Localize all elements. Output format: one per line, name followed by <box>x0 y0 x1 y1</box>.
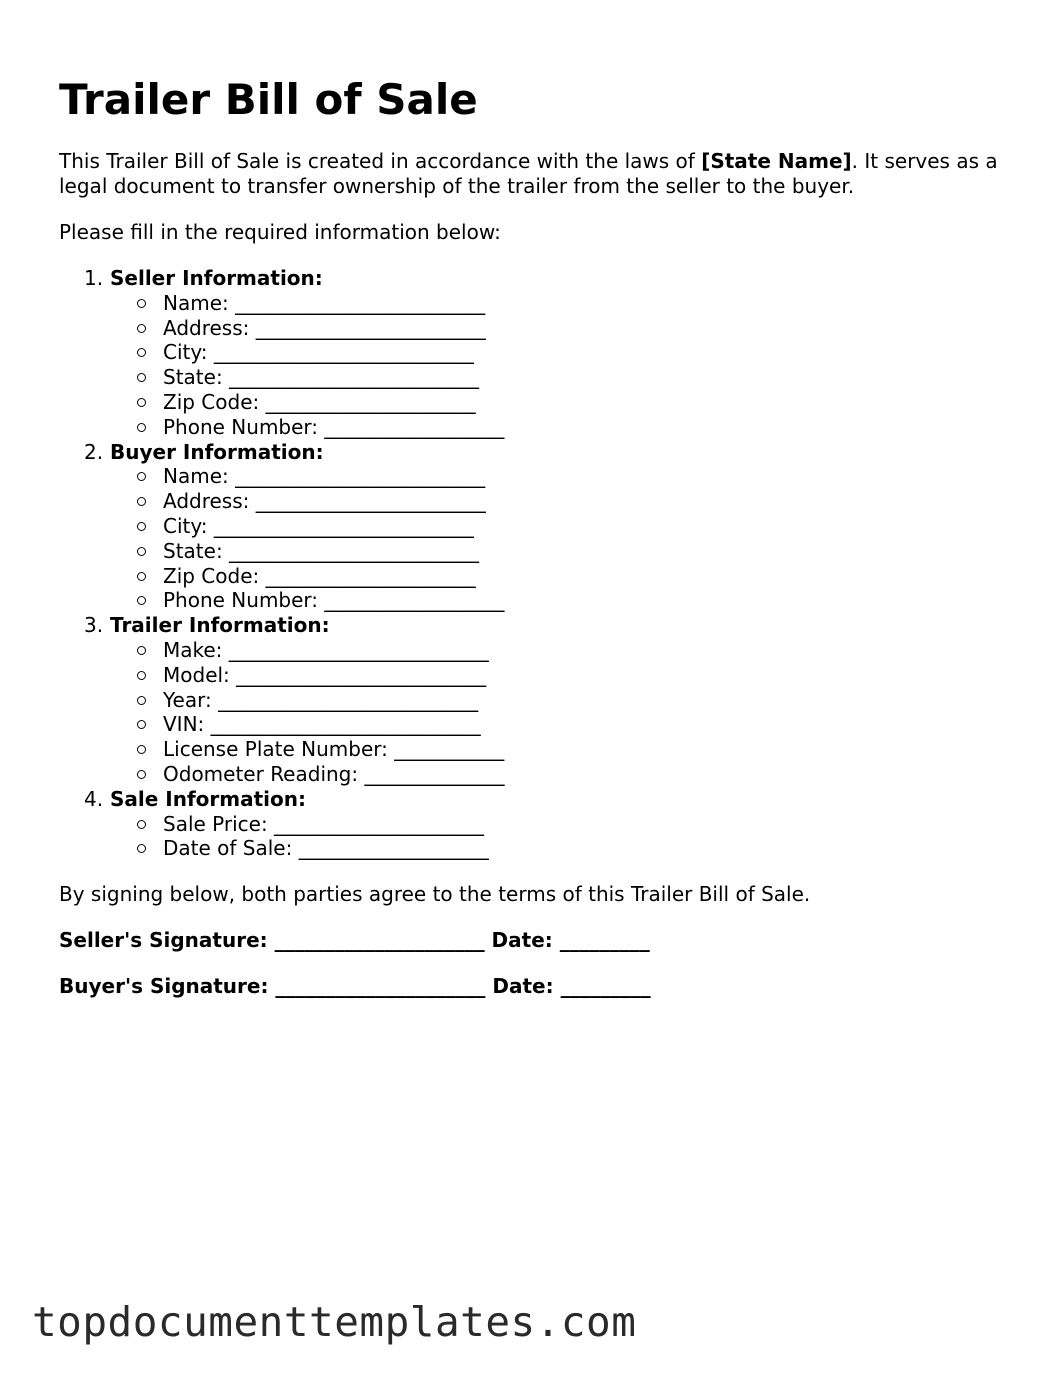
field-label: Year: __________________________ <box>163 687 479 712</box>
form-field[interactable] <box>137 514 1009 539</box>
state-name-placeholder: [State Name] <box>701 149 852 173</box>
watermark-text: topdocumenttemplates.com <box>32 1298 637 1346</box>
form-field[interactable] <box>137 340 1009 365</box>
field-label: Model: _________________________ <box>163 662 487 687</box>
circle-bullet-icon <box>137 348 146 357</box>
field-label: State: _________________________ <box>163 365 480 390</box>
agreement-text: By signing below, both parties agree to the terms of this Trailer Bill of Sale. <box>59 882 811 907</box>
form-field[interactable] <box>137 688 1009 713</box>
field-label: Make: __________________________ <box>163 637 489 662</box>
field-label: City: __________________________ <box>163 513 474 538</box>
form-field[interactable] <box>137 316 1009 341</box>
field-label: Sale Price: _____________________ <box>163 811 485 836</box>
form-field[interactable] <box>137 762 1009 787</box>
circle-bullet-icon <box>137 572 146 581</box>
form-field[interactable] <box>137 638 1009 663</box>
section-heading <box>59 613 1009 638</box>
field-label: Name: _________________________ <box>163 464 486 489</box>
section-item <box>59 613 1009 787</box>
form-field[interactable] <box>137 489 1009 514</box>
field-list <box>59 812 1009 862</box>
section-item <box>59 787 1009 861</box>
field-label: Date of Sale: ___________________ <box>163 836 489 861</box>
form-field[interactable] <box>137 737 1009 762</box>
form-field[interactable] <box>137 539 1009 564</box>
circle-bullet-icon <box>137 522 146 531</box>
form-field[interactable] <box>137 712 1009 737</box>
field-label: Phone Number: __________________ <box>163 414 505 439</box>
section-title: Sale Information: <box>110 786 306 811</box>
section-title: Trailer Information: <box>110 613 330 638</box>
field-label: Phone Number: __________________ <box>163 588 505 613</box>
section-number: 2. <box>84 439 104 464</box>
field-label: VIN: ___________________________ <box>163 712 481 737</box>
form-field[interactable] <box>137 564 1009 589</box>
intro-text-before: This Trailer Bill of Sale is created in accordance with the laws of <box>59 149 702 173</box>
field-label: Zip Code: _____________________ <box>163 563 476 588</box>
sections-list <box>59 266 1009 861</box>
circle-bullet-icon <box>137 820 146 829</box>
circle-bullet-icon <box>137 596 146 605</box>
form-field[interactable] <box>137 415 1009 440</box>
form-field[interactable] <box>137 588 1009 613</box>
section-item <box>59 266 1009 440</box>
circle-bullet-icon <box>137 324 146 333</box>
form-field[interactable] <box>137 663 1009 688</box>
form-field[interactable] <box>137 812 1009 837</box>
field-label: City: __________________________ <box>163 340 474 365</box>
field-list <box>59 638 1009 787</box>
field-list <box>59 291 1009 440</box>
circle-bullet-icon <box>137 497 146 506</box>
section-heading <box>59 266 1009 291</box>
field-label: Odometer Reading: ______________ <box>163 761 505 786</box>
section-number: 3. <box>84 613 104 638</box>
intro-paragraph <box>59 149 1009 199</box>
circle-bullet-icon <box>137 844 146 853</box>
form-field[interactable] <box>137 390 1009 415</box>
field-label: Address: _______________________ <box>163 315 486 340</box>
buyer-signature-line[interactable]: Buyer's Signature: _____________________ Date: _________ <box>59 974 651 999</box>
circle-bullet-icon <box>137 299 146 308</box>
circle-bullet-icon <box>137 373 146 382</box>
section-number: 4. <box>84 786 104 811</box>
circle-bullet-icon <box>137 696 146 705</box>
section-heading <box>59 440 1009 465</box>
intro-text-after: . It serves as a legal document to transfer ownership of the trailer from the seller to the buyer. <box>59 149 998 198</box>
circle-bullet-icon <box>137 547 146 556</box>
form-field[interactable] <box>137 836 1009 861</box>
section-number: 1. <box>84 266 104 290</box>
section-heading <box>59 787 1009 812</box>
circle-bullet-icon <box>137 770 146 779</box>
field-label: Zip Code: _____________________ <box>163 389 476 414</box>
page-title: Trailer Bill of Sale <box>59 75 478 124</box>
form-field[interactable] <box>137 365 1009 390</box>
field-list <box>59 464 1009 613</box>
field-label: Address: _______________________ <box>163 489 486 514</box>
section-item <box>59 440 1009 614</box>
circle-bullet-icon <box>137 646 146 655</box>
circle-bullet-icon <box>137 423 146 432</box>
section-title: Buyer Information: <box>110 439 324 464</box>
field-label: State: _________________________ <box>163 538 480 563</box>
circle-bullet-icon <box>137 472 146 481</box>
section-title: Seller Information: <box>110 266 323 290</box>
field-label: Name: _________________________ <box>163 290 486 315</box>
seller-signature-line[interactable]: Seller's Signature: _____________________ Date: _________ <box>59 928 650 953</box>
form-field[interactable] <box>137 291 1009 316</box>
form-field[interactable] <box>137 464 1009 489</box>
circle-bullet-icon <box>137 671 146 680</box>
instruction-text: Please fill in the required information below: <box>59 220 501 244</box>
circle-bullet-icon <box>137 745 146 754</box>
circle-bullet-icon <box>137 720 146 729</box>
field-label: License Plate Number: ___________ <box>163 737 505 762</box>
document <box>59 72 1009 1020</box>
circle-bullet-icon <box>137 398 146 407</box>
